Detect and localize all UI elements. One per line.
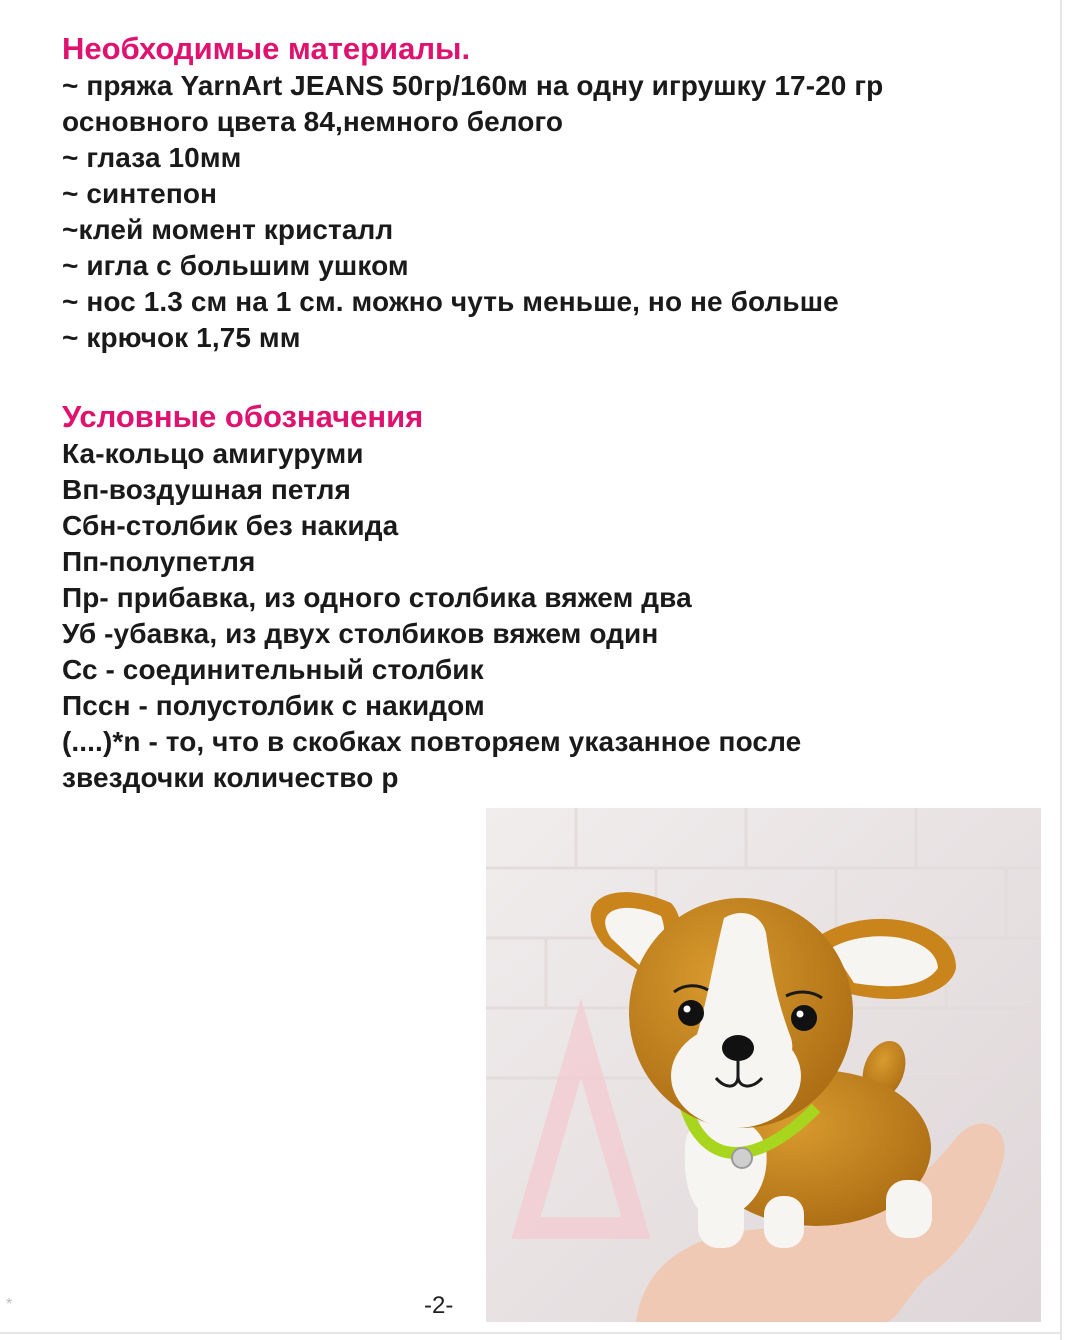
legend-line: Сбн-столбик без накида — [62, 510, 399, 541]
corgi-toy-photo — [486, 808, 1041, 1322]
legend-line: Пп-полупетля — [62, 546, 256, 577]
legend-line: Вп-воздушная петля — [62, 474, 351, 505]
eye-highlight — [684, 1006, 691, 1013]
legend-line: звездочки количество р — [62, 762, 399, 793]
document-content — [62, 30, 1022, 796]
toy-back-leg — [886, 1180, 932, 1238]
legend-line: Уб -убавка, из двух столбиков вяжем один — [62, 618, 659, 649]
legend-heading: Условные обозначения — [62, 399, 424, 434]
materials-line: ~ глаза 10мм — [62, 142, 242, 173]
collar-bell — [732, 1148, 752, 1168]
legend-line: Пссн - полустолбик с накидом — [62, 690, 485, 721]
materials-line: ~ нос 1.3 см на 1 см. можно чуть меньше, но не больше — [62, 286, 839, 317]
legend-line: Ка-кольцо амигуруми — [62, 438, 364, 469]
toy-front-leg — [764, 1196, 804, 1248]
materials-line: ~ синтепон — [62, 178, 218, 209]
materials-line: ~клей момент кристалл — [62, 214, 394, 245]
toy-front-leg — [698, 1186, 744, 1248]
corgi-toy-illustration — [486, 808, 1041, 1322]
legend-line: (....)*n - то, что в скобках повторяем указанное после — [62, 726, 802, 757]
materials-line: ~ пряжа YarnArt JEANS 50гр/160м на одну игрушку 17-20 гр — [62, 70, 884, 101]
toy-nose — [722, 1035, 754, 1061]
materials-list — [62, 68, 1022, 356]
section-spacer — [62, 356, 1022, 398]
page-number: -2- — [424, 1292, 454, 1319]
materials-heading: Необходимые материалы. — [62, 31, 471, 66]
page-right-border — [1060, 0, 1062, 1340]
legend-line: Пр- прибавка, из одного столбика вяжем два — [62, 582, 692, 613]
page-bottom-border — [0, 1332, 1062, 1334]
materials-line: ~ игла с большим ушком — [62, 250, 409, 281]
legend-list — [62, 436, 1022, 796]
materials-line: основного цвета 84,немного белого — [62, 106, 564, 137]
legend-line: Сс - соединительный столбик — [62, 654, 484, 685]
materials-line: ~ крючок 1,75 мм — [62, 322, 301, 353]
corner-mark: * — [6, 1296, 13, 1313]
toy-left-eye — [678, 1000, 704, 1026]
toy-right-eye — [791, 1005, 817, 1031]
eye-highlight — [797, 1011, 804, 1018]
